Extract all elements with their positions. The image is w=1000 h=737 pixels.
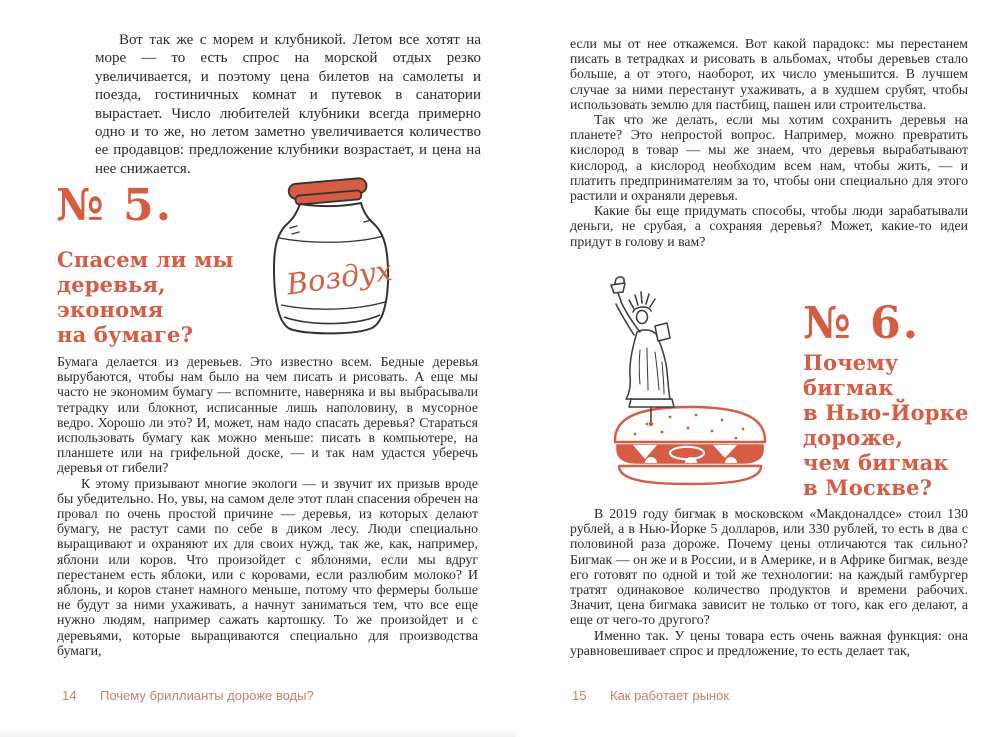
title-line: на бумаге? — [57, 322, 194, 347]
right-page-footer — [572, 688, 729, 703]
page-number: 15 — [572, 688, 587, 703]
paragraph: Именно так. У цены товара есть очень важная функция: она уравновешивает спрос и предложение, то есть делает так, — [570, 627, 968, 658]
chapter-6-number: № 6. — [803, 298, 921, 349]
page-number: 14 — [62, 688, 77, 703]
chapter-5-title — [57, 247, 272, 347]
title-line: деревья, — [57, 272, 166, 297]
title-line: Спасем ли мы — [57, 247, 234, 272]
pin-entry-dot — [649, 422, 653, 426]
bigmac-liberty-illustration — [595, 272, 785, 490]
title-line: Почему — [803, 350, 899, 375]
right-body-text — [570, 506, 968, 658]
left-body-text — [57, 354, 478, 658]
running-title: Как работает рынок — [610, 688, 730, 703]
page-bottom-shadow — [0, 730, 520, 737]
paragraph: Какие бы еще придумать способы, чтобы люди зарабатывали деньги, не срубая, а сохраняя деревья? Может, какие-то идеи придут в голову и вам? — [570, 203, 968, 249]
left-intro-text — [95, 31, 481, 178]
chapter-5-number: № 5. — [56, 180, 174, 231]
burger-bottom-bun — [619, 466, 761, 484]
air-jar-illustration — [270, 176, 402, 342]
title-line: в Нью-Йорке — [803, 400, 969, 425]
title-line: экономя — [57, 297, 164, 322]
statue-head — [637, 311, 648, 324]
paragraph: Так что же делать, если мы хотим сохранить деревья на планете? Это непростой вопрос. Например, можно превратить кислород в товар — мы же знаем, что деревья вырабатывают кислород, а кислород необходим всем нам, чтобы жить, — и платить предпринимателям за то, чтобы они специально для этого растили и охраняли деревья. — [570, 112, 968, 204]
right-top-text — [570, 36, 968, 249]
title-line: в Москве? — [803, 475, 933, 500]
jar-label-text: Воздух — [284, 253, 395, 302]
right-page — [500, 0, 1000, 737]
paragraph: Бумага делается из деревьев. Это известно всем. Бедные деревья вырубаются, чтобы нам было на чем писать и рисовать. А еще мы часто не экономим бумагу — вспомните, наверняка и вы выбрасывали тетрадку или блокнот, исписанные лишь наполовину, в мусорное ведро. Хорошо ли это? И, может, нам надо спасать деревья? Стараться использовать бумагу как можно меньше: писать в компьютере, на планшете или на грифельной доске, — и так нам удастся уберечь деревья от гибели? — [57, 354, 478, 476]
paragraph: Вот так же с морем и клубникой. Летом все хотят на море — то есть спрос на морской отдых резко увеличивается, и поэтому цена билетов на самолеты и поезда, гостиничных комнат и путевок в санатории вырастает. Число любителей клубники всегда примерно одно и то же, но летом заметно увеличивается количество ее продавцов: предложение клубники возрастает, и цена на нее снижается. — [95, 32, 481, 177]
statue-torch-cup — [611, 283, 625, 293]
statue-of-liberty — [611, 277, 674, 426]
burger — [615, 407, 765, 484]
paragraph: К этому призывают многие экологи — и звучит их призыв вроде бы убедительно. Но, увы, на самом деле этот план спасения обречен на провал по очень простой причине — деревья, из которых делают бумагу, не растут сами по себе в диком лесу. Люди специально выращивают и охраняют их для своих нужд, так же, как, например, яблони или коров. Что произойдет с яблонями, если мы вдруг перестанем есть яблоки, или с коровами, если разлюбим молоко? И яблонь, и коров станет намного меньше, потому что фермеры больше не будут за ними ухаживать, а начнут заниматься тем, что все еще нужно людям, например сажать картошку. То же произойдет и с деревьями, которые выращиваются специально для производства бумаги, — [57, 475, 478, 658]
statue-tablet — [655, 323, 670, 341]
torch-handle — [618, 293, 621, 301]
title-line: бигмак — [803, 375, 894, 400]
jar-lid — [288, 178, 368, 206]
left-page-footer — [62, 688, 314, 703]
statue-platform — [629, 399, 674, 407]
title-line: чем бигмак — [803, 450, 949, 475]
title-line: дороже, — [803, 425, 903, 450]
burger-top-bun — [615, 407, 765, 442]
chapter-6-title — [803, 350, 993, 500]
paragraph: если мы от нее откажемся. Вот какой парадокс: мы перестанем писать в тетрадках и рисовать в альбомах, чтобы деревьев стало больше, а от этого, наоборот, их число уменьшится. В лучшем случае за ними перестанут ухаживать, а в худшем срубят, чтобы использовать землю для пастбищ, пашен или строительства. — [570, 36, 968, 112]
running-title: Почему бриллианты дороже воды? — [100, 688, 314, 703]
jar-body — [274, 203, 388, 333]
paragraph: В 2019 году бигмак в московском «Макдоналдсе» стоил 130 рублей, а в Нью-Йорке 5 долларов, или 330 рублей, то есть в два с половиной раза дороже. Почему цены отличаются так сильно? Бигмак — он же и в России, и в Америке, и в Африке бигмак, везде его готовят по одной и той же технологии: на каждый гамбургер тратят одинаковое количество продуктов и времени рабочих. Значит, цена бигмака зависит не только от того, как его делают, а еще от чего-то другого? — [570, 506, 968, 628]
